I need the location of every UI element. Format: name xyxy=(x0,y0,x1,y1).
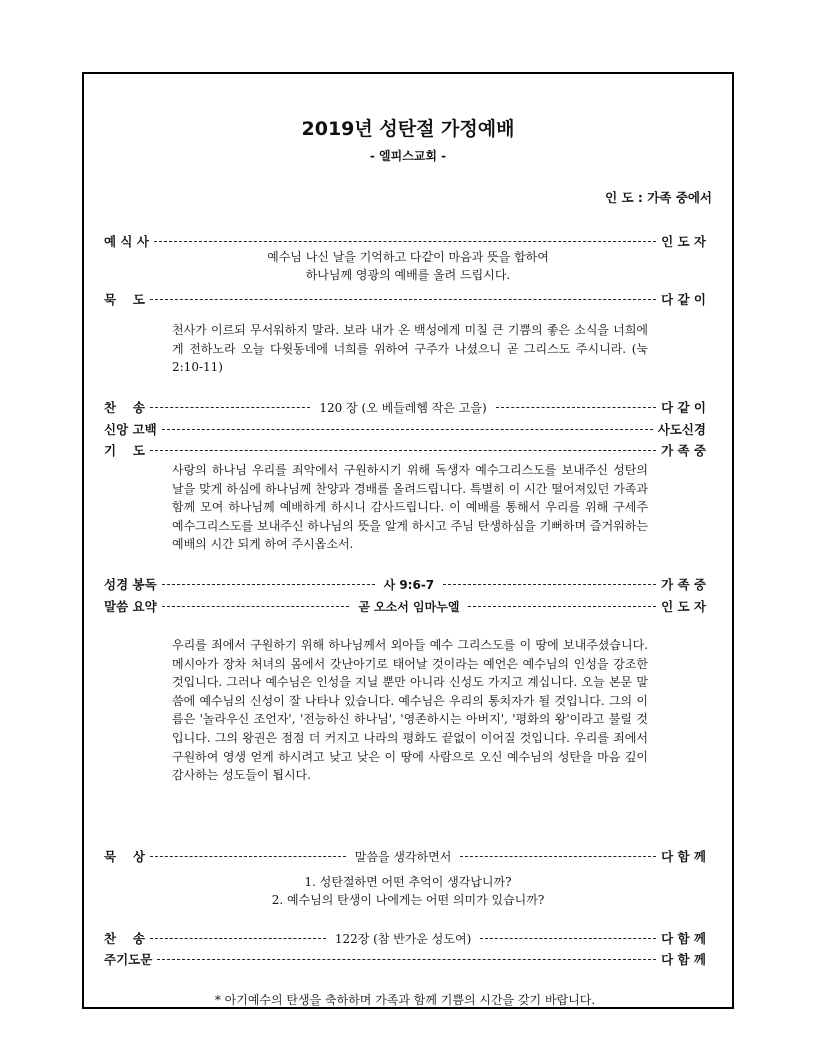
silent-prayer-text: 천사가 이르되 무서워하지 말라. 보라 내가 온 백성에게 미칠 큰 기쁨의 좋은 소식을 너희에게 전하노라 오늘 다윗동네에 너희를 위하여 구주가 나셨으니 곧 그리스도 주시니라. (눅 2:10-11) xyxy=(172,323,648,375)
dashed-leader xyxy=(150,938,326,939)
dashed-leader xyxy=(150,407,310,408)
order-label: 찬 송 xyxy=(104,931,146,946)
dashed-leader xyxy=(468,606,656,607)
order-leader: 다 함 께 xyxy=(661,849,707,864)
leader-note: 인 도 : 가족 중에서 xyxy=(605,190,712,205)
sermon-text: 우리를 죄에서 구원하기 위해 하나님께서 외아들 예수 그리스도를 이 땅에 보내주셨습니다. 메시아가 장차 처녀의 몸에서 갓난아기로 태어날 것이라는 예언은 예수님의 인성을 강조한 것입니다. 그러나 예수님은 인성을 지닐 뿐만 아니라 신성도 가지고 계십니다. 오늘 본문 말씀에 예수님의 신성이 잘 나타나 있습니다. 예수님은 우리의 통치자가 될 것입니다. 그의 이름은 '놀라우신 조언자', '전능하신 하나님', '영존하시는 아버지', '평화의 왕'이라고 불릴 것입니다. 그의 왕권은 점점 더 커지고 나라의 평화도 끝없이 이어질 것입니다. 우리를 죄에서 구원하여 영생 얻게 하시려고 낮고 낮은 이 땅에 사람으로 오신 예수님의 성탄을 마음 깊이 감사하는 성도들이 됩시다. xyxy=(172,638,648,783)
meditation-note: 말씀을 생각하면서 xyxy=(354,849,452,864)
hymn-title: 122장 (참 반가운 성도여) xyxy=(334,931,472,946)
order-row-creed xyxy=(104,420,706,438)
scripture-reference: 사 9:6-7 xyxy=(383,577,435,592)
order-row-hymn-1 xyxy=(104,398,706,416)
dashed-leader xyxy=(460,856,656,857)
order-leader: 가 족 중 xyxy=(661,577,707,592)
order-leader: 가 족 중 xyxy=(661,443,706,458)
order-row-meditation xyxy=(104,847,706,865)
dashed-leader xyxy=(480,938,656,939)
order-leader: 다 함 께 xyxy=(661,931,706,946)
order-row-hymn-2 xyxy=(104,929,706,947)
dashed-leader xyxy=(162,429,653,430)
footer-note: * 아기예수의 탄생을 축하하며 가족과 함께 기쁨의 시간을 갖기 바랍니다. xyxy=(214,993,596,1007)
order-leader: 사도신경 xyxy=(657,422,706,437)
order-label: 예 식 사 xyxy=(104,234,149,249)
church-name: - 엘피스교회 - xyxy=(369,149,447,163)
dashed-leader xyxy=(443,584,656,585)
dashed-leader xyxy=(162,606,350,607)
dashed-leader xyxy=(154,241,656,242)
prayer-text: 사랑의 하나님 우리를 죄악에서 구원하시기 위해 독생자 예수그리스도를 보내주신 성탄의 날을 맞게 하심에 하나님께 찬양과 경배를 올려드립니다. 특별히 이 시간 떨어져있던 가족과 함께 모여 하나님께 예배하게 하시니 감사드립니다. 이 예배를 통해서 우리를 위해 구세주 예수그리스도를 보내주신 하나님의 뜻을 알게 하시고 주님 탄생하심을 기뻐하며 즐거워하는 예배의 시간 되게 하여 주시옵소서. xyxy=(172,463,648,552)
order-row-prayer xyxy=(104,441,706,459)
order-row-scripture xyxy=(104,575,706,593)
order-label: 말씀 요약 xyxy=(104,599,157,614)
opening-line: 하나님께 영광의 예배를 올려 드립시다. xyxy=(305,268,511,282)
order-leader: 인 도 자 xyxy=(661,599,706,614)
order-label: 신앙 고백 xyxy=(104,422,157,437)
order-label: 주기도문 xyxy=(104,952,153,967)
question-item: 1. 성탄절하면 어떤 추억이 생각납니까? xyxy=(304,875,512,889)
order-label: 묵 도 xyxy=(104,292,146,307)
dashed-leader xyxy=(496,407,656,408)
order-row-sermon xyxy=(104,597,706,615)
page-title: 2019년 성탄절 가정예배 xyxy=(301,118,515,140)
dashed-leader xyxy=(150,299,656,300)
order-label: 기 도 xyxy=(104,443,146,458)
hymn-title: 120 장 (오 베들레헴 작은 고을) xyxy=(319,400,487,415)
question-item: 2. 예수님의 탄생이 나에게는 어떤 의미가 있습니까? xyxy=(271,893,545,907)
opening-line: 예수님 나신 날을 기억하고 다같이 마음과 뜻을 합하여 xyxy=(267,250,549,264)
order-row-silent-prayer xyxy=(104,290,706,308)
meditation-questions xyxy=(170,873,646,909)
dashed-leader xyxy=(162,584,375,585)
order-label: 찬 송 xyxy=(104,400,146,415)
order-row-lords-prayer xyxy=(104,950,706,968)
order-leader: 다 같 이 xyxy=(661,292,706,307)
sermon-title: 곧 오소서 임마누엘 xyxy=(358,599,460,614)
order-leader: 인 도 자 xyxy=(661,234,706,249)
order-label: 묵 상 xyxy=(104,849,146,864)
dashed-leader xyxy=(150,856,346,857)
dashed-leader xyxy=(157,959,656,960)
dashed-leader xyxy=(150,450,656,451)
order-leader: 다 같 이 xyxy=(661,400,706,415)
order-leader: 다 함 께 xyxy=(661,952,706,967)
order-label: 성경 봉독 xyxy=(104,577,157,592)
opening-text xyxy=(170,248,646,284)
